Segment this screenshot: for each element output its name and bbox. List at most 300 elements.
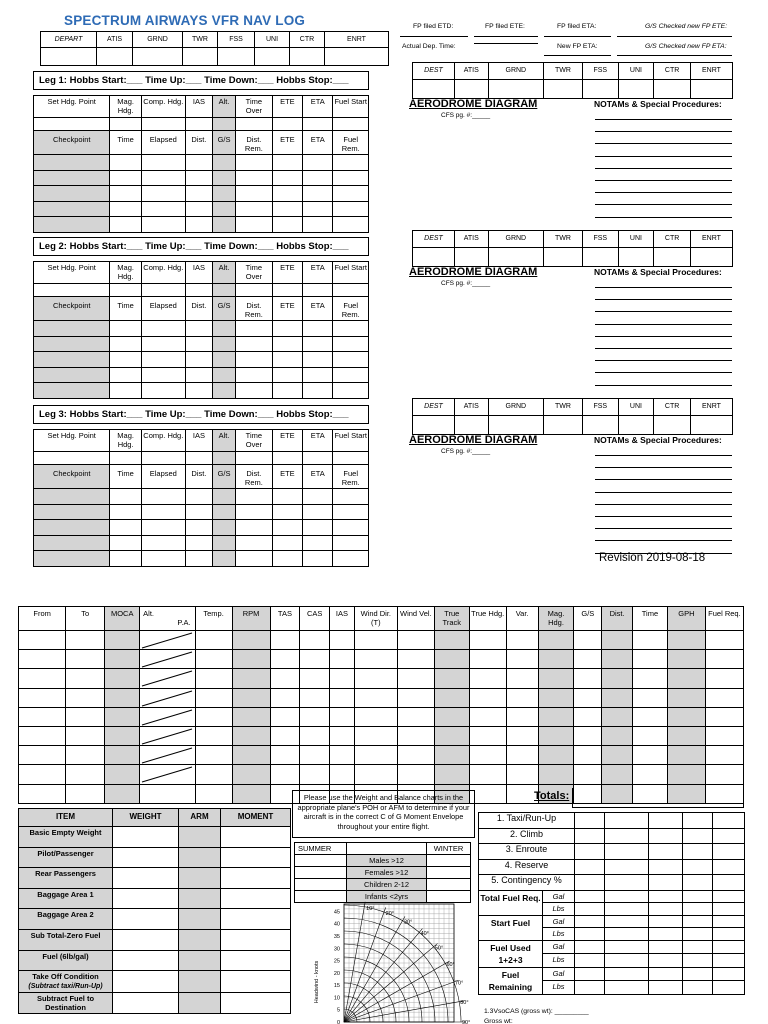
gs-checked-eta: G/S Checked new FP ETA:	[645, 43, 727, 50]
leg-header: Alt.	[213, 262, 236, 284]
wb-item	[19, 847, 113, 868]
nav-cell	[66, 726, 105, 745]
nav-cell	[232, 688, 270, 707]
leg-cell	[272, 155, 302, 171]
summer-label: SUMMER	[295, 843, 347, 855]
wb-cell	[221, 868, 291, 889]
notam-line	[595, 217, 732, 218]
nav-cell	[705, 726, 743, 745]
leg-cell	[34, 321, 110, 337]
nav-cell	[667, 765, 705, 784]
dest-header: GRND	[488, 231, 544, 248]
fuel-cell	[713, 967, 745, 981]
nav-cell	[538, 726, 574, 745]
alt-slash	[140, 765, 194, 784]
alt-label: Alt.	[143, 609, 154, 618]
nav-cell	[330, 650, 355, 669]
nav-cell	[469, 650, 506, 669]
fuel-cell	[575, 967, 605, 981]
fuel-cell	[649, 954, 683, 968]
pw-cell	[295, 867, 347, 879]
fuel-cell	[683, 813, 713, 829]
leg-cell	[272, 535, 302, 551]
nav-cell	[270, 631, 300, 650]
y-tick: 45	[333, 909, 340, 916]
winter-label: WINTER	[427, 843, 471, 855]
nav-cell	[354, 746, 397, 765]
wb-item-label: Fuel (6lb/gal)	[42, 951, 89, 961]
fuel-cell	[649, 915, 683, 928]
fuel-cell	[605, 813, 649, 829]
fuel-cell	[605, 967, 649, 981]
nav-cell	[354, 765, 397, 784]
nav-cell	[195, 765, 232, 784]
wb-cell	[113, 950, 179, 971]
unit-gal: Gal	[543, 940, 575, 954]
fuel-cell	[649, 903, 683, 916]
dest-header: ATIS	[454, 63, 488, 80]
alt-slash	[140, 669, 194, 688]
leg-cell	[213, 520, 236, 536]
dest-cell	[690, 80, 732, 99]
dest-header: TWR	[544, 231, 583, 248]
leg-header: IAS	[185, 96, 212, 118]
leg-header: Fuel Rem.	[333, 465, 369, 489]
nav-cell	[632, 669, 667, 688]
nav-cell	[506, 650, 538, 669]
nav-cell	[506, 688, 538, 707]
nav-cell	[632, 746, 667, 765]
leg-cell	[185, 489, 212, 505]
leg-header: Checkpoint	[34, 297, 110, 321]
nav-cell	[300, 669, 330, 688]
leg-cell	[303, 504, 333, 520]
fuel-cell	[575, 928, 605, 941]
leg-header: Set Hdg. Point	[34, 262, 110, 284]
nav-cell	[300, 631, 330, 650]
nav-cell	[506, 707, 538, 726]
dest-header: DEST	[413, 399, 455, 416]
nav-cell	[66, 688, 105, 707]
dest-header: DEST	[413, 63, 455, 80]
notam-line	[595, 455, 732, 456]
leg-cell	[236, 489, 273, 505]
leg-header: Dist. Rem.	[236, 465, 273, 489]
wb-item-label: Subtract Fuel to Destination	[36, 994, 95, 1013]
wb-cell	[113, 888, 179, 909]
angle-label: 50°	[434, 945, 444, 952]
leg-header: Set Hdg. Point	[34, 96, 110, 118]
fuel-item: 2. Climb	[479, 828, 575, 844]
departure-comm-table	[40, 31, 389, 66]
angle-label: 30°	[404, 919, 413, 926]
dest-comm-table	[412, 398, 733, 435]
nav-cell	[140, 631, 195, 650]
nav-cell	[469, 688, 506, 707]
unit-lbs: Lbs	[543, 954, 575, 968]
nav-cell	[602, 631, 633, 650]
wb-note: Please use the Weight and Balance charts in the appropriate plane's POH or AFM to determine if your aircraft is in the correct C of G Moment Envelope throughout your entire flight.	[297, 793, 470, 831]
wb-cell	[221, 993, 291, 1014]
nav-cell	[195, 726, 232, 745]
leg-cell	[272, 170, 302, 186]
fuel-calc-label: Total Fuel Req.	[479, 890, 543, 915]
nav-cell	[232, 669, 270, 688]
dest-cell	[488, 80, 544, 99]
nav-cell	[506, 726, 538, 745]
dest-header: UNI	[618, 63, 654, 80]
leg-cell	[272, 186, 302, 202]
leg-cell	[110, 321, 141, 337]
nav-header: Wind Dir. (T)	[354, 607, 397, 631]
leg-cell	[141, 284, 185, 297]
nav-header: IAS	[330, 607, 355, 631]
leg-cell	[333, 118, 369, 131]
leg-cell	[303, 321, 333, 337]
nav-cell	[330, 688, 355, 707]
nav-cell	[705, 631, 743, 650]
nav-cell	[66, 746, 105, 765]
fuel-item: 1. Taxi/Run-Up	[479, 813, 575, 829]
dest-header: DEST	[413, 231, 455, 248]
nav-cell	[667, 746, 705, 765]
nav-cell	[270, 765, 300, 784]
leg-cell	[34, 452, 110, 465]
nav-cell	[140, 707, 195, 726]
notam-line	[595, 156, 732, 157]
leg-cell	[110, 201, 141, 217]
leg-cell	[185, 321, 212, 337]
nav-cell	[232, 631, 270, 650]
leg-header: Comp. Hdg.	[141, 96, 185, 118]
y-tick: 25	[333, 958, 340, 965]
leg-cell	[272, 489, 302, 505]
leg-cell	[110, 452, 141, 465]
angle-label: 20°	[385, 910, 395, 917]
nav-cell	[705, 746, 743, 765]
fuel-item: 4. Reserve	[479, 859, 575, 875]
nav-cell	[538, 765, 574, 784]
leg-cell	[333, 201, 369, 217]
dest-header: FSS	[582, 399, 618, 416]
leg-cell	[272, 367, 302, 383]
wb-item	[19, 950, 113, 971]
wb-item-label: Rear Passengers	[35, 869, 96, 879]
notams-label: NOTAMs & Special Procedures:	[594, 435, 722, 445]
dest-cell	[582, 248, 618, 267]
leg-cell	[213, 118, 236, 131]
wb-item	[19, 909, 113, 930]
nav-cell	[434, 746, 469, 765]
nav-cell	[397, 631, 434, 650]
leg-cell	[110, 551, 141, 567]
unit-lbs: Lbs	[543, 981, 575, 995]
wb-cell	[179, 929, 221, 950]
nav-cell	[434, 650, 469, 669]
leg-header: ETE	[272, 465, 302, 489]
dest-header: ENRT	[690, 63, 732, 80]
nav-cell	[66, 631, 105, 650]
nav-cell	[270, 707, 300, 726]
nav-log-title: SPECTRUM AIRWAYS VFR NAV LOG	[64, 13, 306, 28]
nav-cell	[602, 650, 633, 669]
totals-box	[572, 788, 744, 808]
cfs-page: CFS pg. #:_____	[441, 112, 491, 119]
fp-filed-etd: FP filed ETD:	[413, 23, 454, 30]
leg-cell	[141, 367, 185, 383]
leg-cell	[236, 367, 273, 383]
leg-cell	[236, 217, 273, 233]
nav-header: CAS	[300, 607, 330, 631]
dest-cell	[654, 416, 691, 435]
nav-cell	[354, 726, 397, 745]
leg-cell	[236, 170, 273, 186]
leg-cell	[333, 504, 369, 520]
comm-header: GRND	[133, 32, 183, 48]
leg-cell	[272, 551, 302, 567]
leg-header: ETA	[303, 262, 333, 284]
dest-header: UNI	[618, 231, 654, 248]
leg-cell	[213, 551, 236, 567]
nav-cell	[574, 650, 602, 669]
fuel-cell	[575, 828, 605, 844]
leg-cell	[272, 504, 302, 520]
pw-label: Children 2-12	[347, 879, 427, 891]
nav-cell	[705, 688, 743, 707]
leg-cell	[213, 217, 236, 233]
fuel-cell	[605, 954, 649, 968]
notam-line	[595, 204, 732, 205]
fuel-cell	[605, 859, 649, 875]
leg-cell	[141, 535, 185, 551]
alt-slash	[140, 708, 194, 727]
nav-cell	[538, 631, 574, 650]
nav-cell	[66, 669, 105, 688]
nav-cell	[195, 784, 232, 803]
nav-cell	[330, 765, 355, 784]
nav-cell	[195, 631, 232, 650]
nav-cell	[434, 765, 469, 784]
wb-takeoff-sub: (Subtract taxi/Run-Up)	[28, 983, 103, 991]
fuel-cell	[649, 844, 683, 860]
leg-header: ETE	[272, 430, 302, 452]
leg-header: Fuel Start	[333, 430, 369, 452]
leg-cell	[34, 201, 110, 217]
nav-cell	[469, 631, 506, 650]
nav-cell	[300, 726, 330, 745]
leg-header: Time	[110, 131, 141, 155]
dest-cell	[618, 248, 654, 267]
aerodrome-diagram-title: AERODROME DIAGRAM	[409, 98, 538, 110]
nav-cell	[232, 746, 270, 765]
nav-cell	[705, 765, 743, 784]
fuel-cell	[575, 915, 605, 928]
notam-line	[595, 131, 732, 132]
notam-line	[595, 504, 732, 505]
nav-cell	[574, 726, 602, 745]
nav-cell	[300, 707, 330, 726]
leg-cell	[213, 284, 236, 297]
leg-header: ETA	[303, 131, 333, 155]
nav-cell	[19, 707, 66, 726]
nav-cell	[632, 765, 667, 784]
wb-item	[19, 929, 113, 950]
leg-cell	[185, 217, 212, 233]
nav-cell	[105, 707, 140, 726]
nav-cell	[105, 726, 140, 745]
nav-cell	[300, 765, 330, 784]
wb-item	[19, 993, 113, 1014]
dest-cell	[654, 80, 691, 99]
dest-header: GRND	[488, 399, 544, 416]
fuel-cell	[713, 928, 745, 941]
dest-comm-table	[412, 230, 733, 267]
leg-cell	[141, 201, 185, 217]
dest-header: TWR	[544, 63, 583, 80]
nav-header: RPM	[232, 607, 270, 631]
wb-cell	[179, 971, 221, 993]
hobbs-line: Leg 3: Hobbs Start:___ Time Up:___ Time Down:___ Hobbs Stop:___	[33, 405, 369, 424]
fuel-cell	[649, 813, 683, 829]
notam-line	[595, 372, 732, 373]
fuel-cell	[575, 859, 605, 875]
fp-filed-eta: FP filed ETA:	[557, 23, 597, 30]
fuel-cell	[649, 967, 683, 981]
wb-item-label: Baggage Area 1	[37, 889, 94, 899]
nav-cell	[667, 669, 705, 688]
leg-header: IAS	[185, 262, 212, 284]
nav-cell	[66, 707, 105, 726]
pw-cell	[295, 879, 347, 891]
fuel-cell	[575, 981, 605, 995]
angle-label: 10°	[366, 905, 375, 912]
fuel-cell	[683, 967, 713, 981]
fuel-calc-label: Start Fuel	[479, 915, 543, 940]
fuel-cell	[683, 954, 713, 968]
leg-cell	[236, 284, 273, 297]
wb-item	[19, 868, 113, 889]
comm-cell	[290, 48, 325, 66]
wb-header: MOMENT	[221, 809, 291, 827]
leg-cell	[213, 321, 236, 337]
leg-header: Dist.	[185, 465, 212, 489]
nav-cell	[469, 746, 506, 765]
alt-slash	[140, 689, 194, 708]
dest-header: ATIS	[454, 231, 488, 248]
leg-cell	[303, 367, 333, 383]
angle-label: 60°	[446, 962, 455, 968]
nav-cell	[195, 688, 232, 707]
leg-header: Time Over	[236, 96, 273, 118]
fp-filed-ete: FP filed ETE:	[485, 23, 525, 30]
y-tick: 40	[333, 921, 340, 928]
wb-cell	[179, 950, 221, 971]
nav-cell	[574, 669, 602, 688]
leg-cell	[185, 201, 212, 217]
leg-cell	[303, 535, 333, 551]
comm-cell	[218, 48, 255, 66]
nav-cell	[354, 707, 397, 726]
dest-cell	[618, 80, 654, 99]
dest-header: TWR	[544, 399, 583, 416]
leg-cell	[236, 155, 273, 171]
dest-cell	[654, 248, 691, 267]
wb-cell	[179, 888, 221, 909]
leg-cell	[236, 336, 273, 352]
fuel-cell	[683, 828, 713, 844]
leg-cell	[303, 118, 333, 131]
nav-cell	[66, 650, 105, 669]
nav-cell	[667, 726, 705, 745]
fuel-cell	[575, 875, 605, 891]
fuel-cell	[575, 940, 605, 954]
leg-cell	[333, 352, 369, 368]
fuel-cell	[575, 903, 605, 916]
leg-cell	[333, 367, 369, 383]
leg-cell	[34, 336, 110, 352]
notam-line	[595, 168, 732, 169]
leg-cell	[236, 321, 273, 337]
leg-cell	[185, 383, 212, 399]
leg-cell	[303, 186, 333, 202]
fuel-cell	[683, 940, 713, 954]
y-tick: 10	[333, 995, 340, 1002]
leg-cell	[303, 352, 333, 368]
wb-cell	[179, 847, 221, 868]
leg-header: Alt.	[213, 96, 236, 118]
leg-header: ETA	[303, 465, 333, 489]
leg-cell	[110, 186, 141, 202]
leg-header: Mag. Hdg.	[110, 262, 141, 284]
dest-cell	[544, 416, 583, 435]
leg-cell	[34, 489, 110, 505]
nav-cell	[538, 707, 574, 726]
wb-cell	[221, 909, 291, 930]
leg-header: ETA	[303, 430, 333, 452]
nav-cell	[469, 707, 506, 726]
nav-header	[140, 607, 195, 631]
leg-cell	[110, 352, 141, 368]
nav-cell	[602, 726, 633, 745]
nav-header: Var.	[506, 607, 538, 631]
fuel-planning-table	[478, 812, 745, 995]
comm-cell	[183, 48, 218, 66]
leg-cell	[110, 383, 141, 399]
nav-cell	[574, 707, 602, 726]
notam-line	[595, 324, 732, 325]
fuel-cell	[649, 828, 683, 844]
nav-cell	[632, 650, 667, 669]
notam-line	[595, 540, 732, 541]
nav-cell	[602, 746, 633, 765]
leg-header: Elapsed	[141, 297, 185, 321]
leg-cell	[333, 336, 369, 352]
nav-cell	[574, 746, 602, 765]
dest-cell	[454, 248, 488, 267]
leg-cell	[110, 535, 141, 551]
leg-cell	[213, 155, 236, 171]
leg-cell	[141, 186, 185, 202]
leg-header: Fuel Start	[333, 262, 369, 284]
wb-header: ITEM	[19, 809, 113, 827]
leg-cell	[236, 352, 273, 368]
nav-cell	[232, 726, 270, 745]
nav-cell	[602, 669, 633, 688]
leg-cell	[303, 520, 333, 536]
notam-line	[595, 143, 732, 144]
unit-gal: Gal	[543, 967, 575, 981]
leg-cell	[34, 367, 110, 383]
